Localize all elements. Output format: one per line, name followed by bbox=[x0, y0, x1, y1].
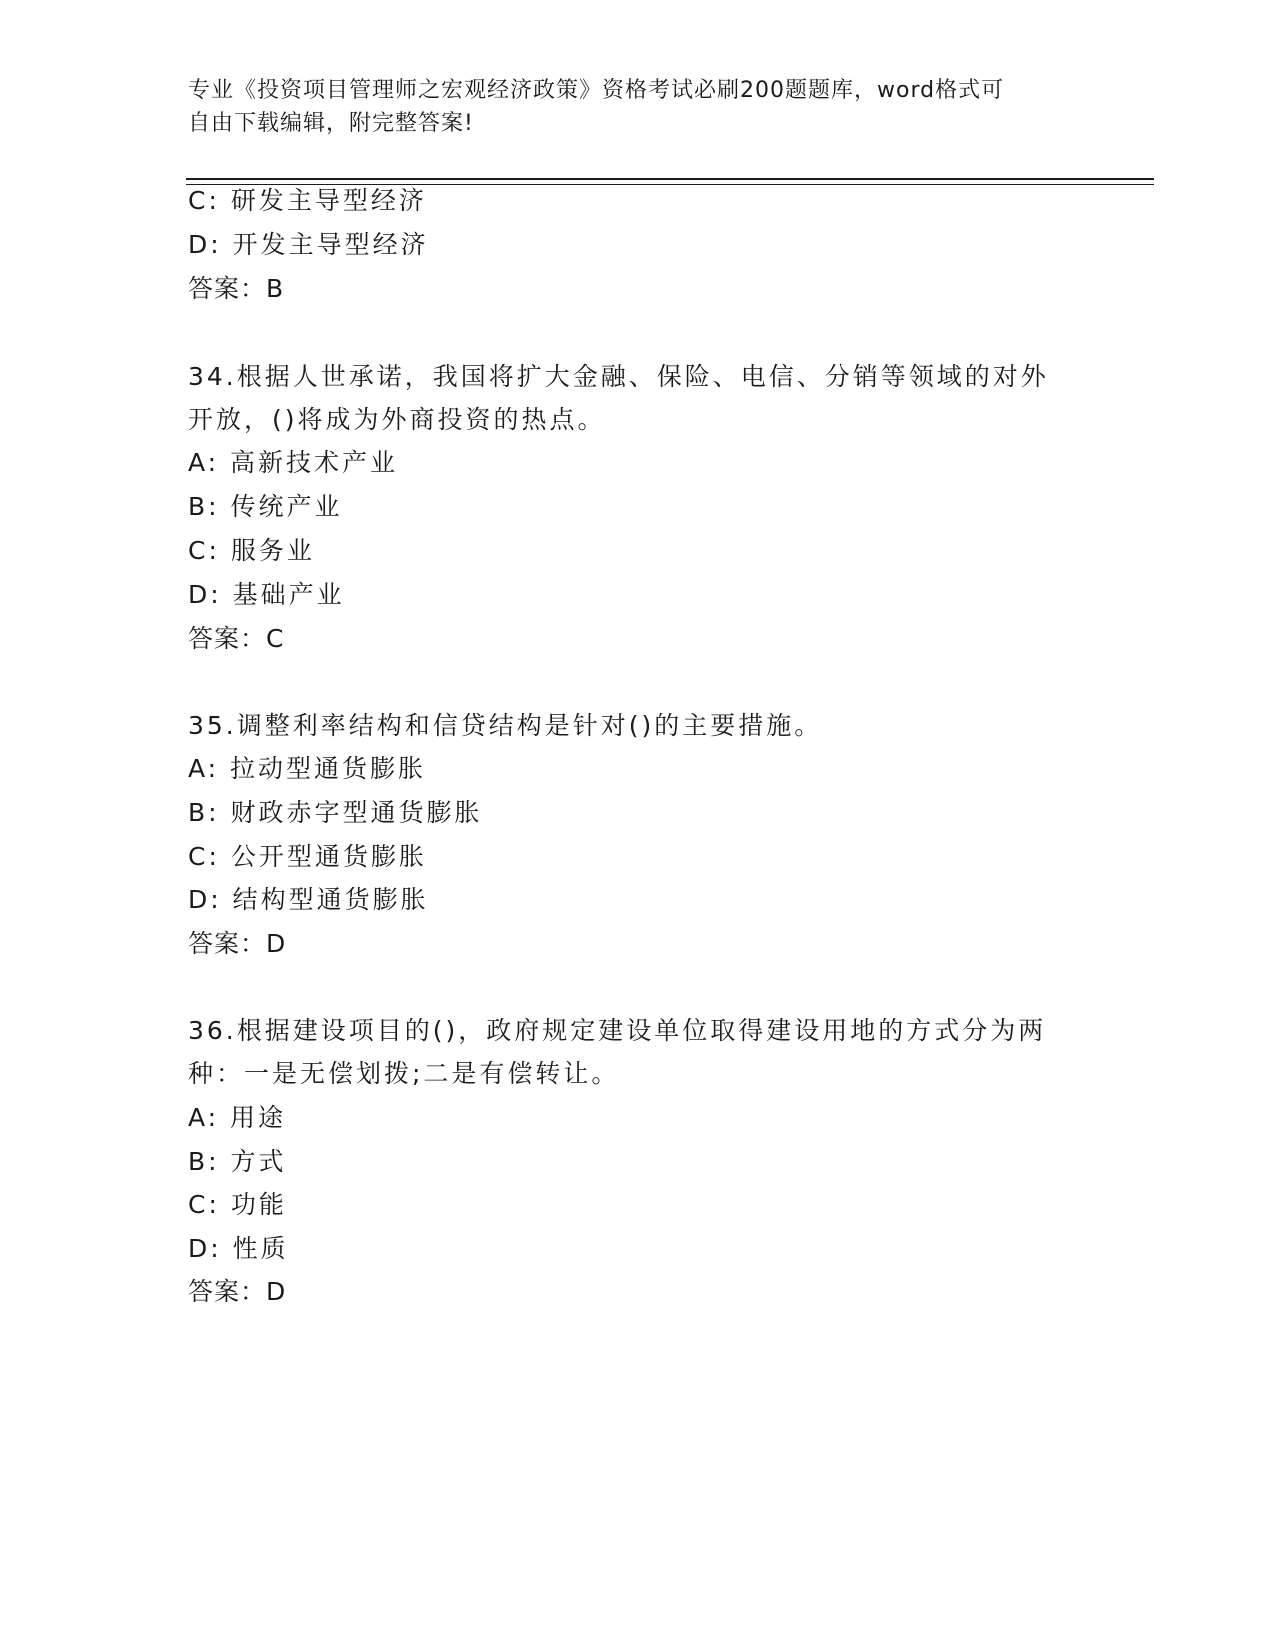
q34-answer: 答案：C bbox=[188, 624, 285, 653]
q36-option-b: B: 方式 bbox=[188, 1147, 287, 1176]
q34-option-a: A: 高新技术产业 bbox=[188, 448, 399, 477]
q36-answer: 答案：D bbox=[188, 1277, 287, 1306]
header-divider-thick bbox=[186, 178, 1154, 180]
q34-stem-line-1: 34.根据人世承诺，我国将扩大金融、保险、电信、分销等领域的对外 bbox=[188, 362, 1049, 391]
q33-option-c: C: 研发主导型经济 bbox=[188, 186, 427, 215]
q34-option-c: C: 服务业 bbox=[188, 536, 315, 565]
q35-stem-line-1: 35.调整利率结构和信贷结构是针对()的主要措施。 bbox=[188, 711, 823, 740]
q35-option-d: D: 结构型通货膨胀 bbox=[188, 885, 429, 914]
q36-stem-line-1: 36.根据建设项目的()，政府规定建设单位取得建设用地的方式分为两 bbox=[188, 1016, 1047, 1045]
q35-answer: 答案：D bbox=[188, 929, 287, 958]
document-header bbox=[188, 74, 1088, 140]
q34-option-b: B: 传统产业 bbox=[188, 492, 343, 521]
header-line-2: 自由下载编辑，附完整答案! bbox=[188, 111, 474, 136]
q34-stem-line-2: 开放，()将成为外商投资的热点。 bbox=[188, 405, 606, 434]
q34-option-d: D: 基础产业 bbox=[188, 580, 345, 609]
q35-option-b: B: 财政赤字型通货膨胀 bbox=[188, 798, 483, 827]
q36-option-d: D: 性质 bbox=[188, 1234, 289, 1263]
q36-option-c: C: 功能 bbox=[188, 1190, 287, 1219]
q36-option-a: A: 用途 bbox=[188, 1103, 287, 1132]
q33-option-d: D: 开发主导型经济 bbox=[188, 230, 429, 259]
q33-answer: 答案：B bbox=[188, 274, 285, 303]
q35-option-c: C: 公开型通货膨胀 bbox=[188, 842, 427, 871]
header-divider-thin bbox=[186, 184, 1154, 185]
q36-stem-line-2: 种：一是无偿划拨;二是有偿转让。 bbox=[188, 1059, 620, 1088]
header-line-1: 专业《投资项目管理师之宏观经济政策》资格考试必刷200题题库，word格式可 bbox=[188, 78, 1005, 103]
q35-option-a: A: 拉动型通货膨胀 bbox=[188, 754, 427, 783]
